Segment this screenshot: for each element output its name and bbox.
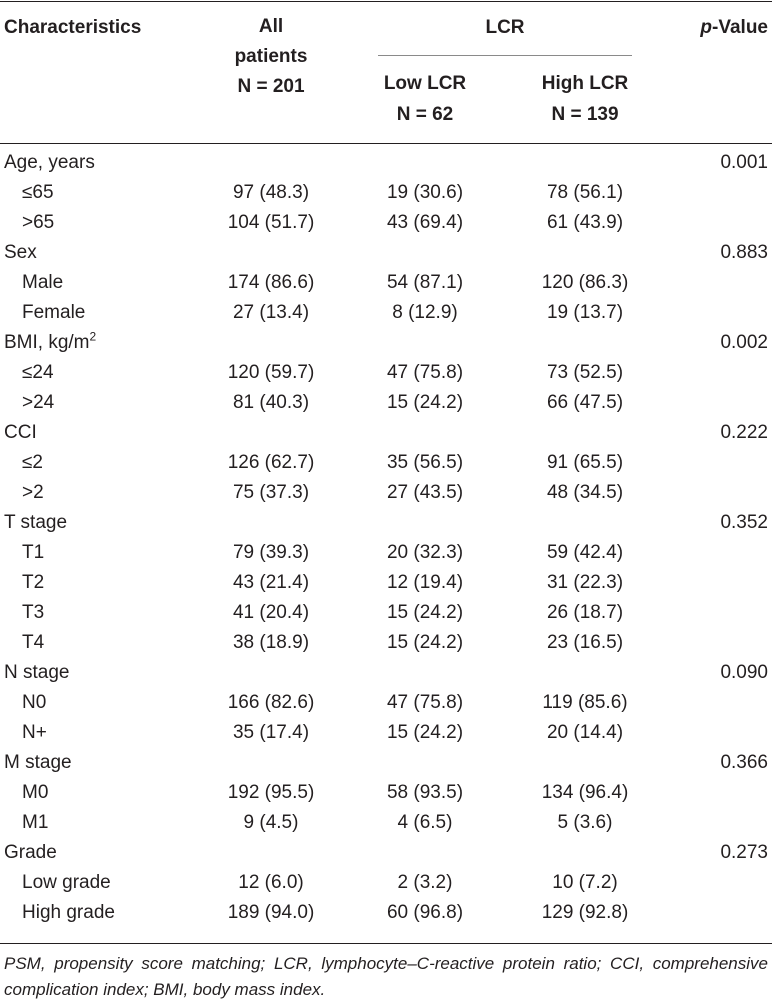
row-label: >24 [22, 392, 55, 413]
row-label: T2 [22, 572, 45, 593]
row-label: T4 [22, 632, 45, 653]
cell-low-lcr: 15 (24.2) [386, 722, 464, 743]
header-pvalue [656, 12, 768, 44]
header-all-line2: patients [234, 46, 308, 67]
cell-high-lcr: 61 (43.9) [546, 212, 624, 233]
row-label: N+ [22, 722, 47, 743]
cell-low-lcr: 4 (6.5) [397, 812, 453, 833]
cell-low-lcr: 43 (69.4) [386, 212, 464, 233]
cell-pvalue: 0.883 [720, 242, 768, 263]
cell-high-lcr: 5 (3.6) [557, 812, 613, 833]
header-low-line1: Low LCR [383, 73, 467, 94]
table-footnote: PSM, propensity score matching; LCR, lymphocyte–C-reactive protein ratio; CCI, comprehensive complication index; BMI, body mass index. [4, 954, 768, 999]
cell-low-lcr: 54 (87.1) [386, 272, 464, 293]
row-label: ≤24 [22, 362, 54, 383]
cell-low-lcr: 12 (19.4) [386, 572, 464, 593]
cell-high-lcr: 73 (52.5) [546, 362, 624, 383]
cell-high-lcr: 66 (47.5) [546, 392, 624, 413]
row-label: Grade [4, 842, 57, 863]
cell-low-lcr: 15 (24.2) [386, 632, 464, 653]
cell-all-patients: 104 (51.7) [227, 212, 315, 233]
cell-all-patients: 192 (95.5) [227, 782, 315, 803]
cell-low-lcr: 15 (24.2) [386, 392, 464, 413]
cell-high-lcr: 19 (13.7) [546, 302, 624, 323]
row-label: >2 [22, 482, 44, 503]
row-label-superscript: 2 [89, 329, 97, 344]
cell-low-lcr: 2 (3.2) [397, 872, 453, 893]
header-high-line2: N = 139 [551, 104, 619, 125]
top-rule [0, 1, 772, 2]
cell-pvalue: 0.352 [720, 512, 768, 533]
cell-all-patients: 166 (82.6) [227, 692, 315, 713]
row-label: M0 [22, 782, 49, 803]
row-label: Male [22, 272, 64, 293]
cell-all-patients: 174 (86.6) [227, 272, 315, 293]
cell-all-patients: 126 (62.7) [227, 452, 315, 473]
row-label: Age, years [4, 152, 95, 173]
cell-low-lcr: 20 (32.3) [386, 542, 464, 563]
cell-high-lcr: 20 (14.4) [546, 722, 624, 743]
row-label [4, 328, 96, 358]
header-all-patients [196, 12, 346, 102]
header-all-line1: All [258, 16, 284, 37]
cell-high-lcr: 120 (86.3) [541, 272, 629, 293]
cell-high-lcr: 134 (96.4) [541, 782, 629, 803]
cell-low-lcr: 35 (56.5) [386, 452, 464, 473]
row-label: >65 [22, 212, 55, 233]
cell-pvalue: 0.001 [720, 152, 768, 173]
cell-high-lcr: 129 (92.8) [541, 902, 629, 923]
cell-pvalue: 0.002 [720, 332, 768, 353]
cell-pvalue: 0.090 [720, 662, 768, 683]
cell-high-lcr: 26 (18.7) [546, 602, 624, 623]
header-low-lcr [360, 68, 490, 130]
row-label: ≤65 [22, 182, 54, 203]
row-label: M stage [4, 752, 72, 773]
cell-all-patients: 12 (6.0) [238, 872, 304, 893]
row-label: Low grade [22, 872, 111, 893]
cell-all-patients: 189 (94.0) [227, 902, 315, 923]
cell-all-patients: 43 (21.4) [232, 572, 310, 593]
cell-high-lcr: 48 (34.5) [546, 482, 624, 503]
cell-all-patients: 41 (20.4) [232, 602, 310, 623]
row-label: T stage [4, 512, 68, 533]
cell-pvalue: 0.222 [720, 422, 768, 443]
cell-low-lcr: 19 (30.6) [386, 182, 464, 203]
cell-low-lcr: 8 (12.9) [392, 302, 458, 323]
cell-low-lcr: 47 (75.8) [386, 362, 464, 383]
header-pvalue-rest: -Value [712, 17, 768, 38]
row-label: High grade [22, 902, 115, 923]
cell-low-lcr: 58 (93.5) [386, 782, 464, 803]
cell-high-lcr: 119 (85.6) [542, 692, 628, 713]
header-pvalue-italic: p [700, 17, 713, 38]
row-label: Sex [4, 242, 37, 263]
header-high-line1: High LCR [541, 73, 629, 94]
row-label: Female [22, 302, 86, 323]
cell-all-patients: 35 (17.4) [232, 722, 310, 743]
cell-high-lcr: 10 (7.2) [552, 872, 618, 893]
row-label: ≤2 [22, 452, 43, 473]
row-label: N stage [4, 662, 70, 683]
row-label-text: BMI, kg/m [4, 332, 90, 353]
cell-high-lcr: 31 (22.3) [546, 572, 624, 593]
row-label: M1 [22, 812, 49, 833]
header-lcr-group: LCR [485, 17, 525, 38]
header-bottom-rule [0, 143, 772, 144]
row-label: N0 [22, 692, 47, 713]
cell-all-patients: 38 (18.9) [232, 632, 310, 653]
cell-high-lcr: 59 (42.4) [546, 542, 624, 563]
body-bottom-rule [0, 943, 772, 944]
row-label: T1 [22, 542, 45, 563]
cell-high-lcr: 23 (16.5) [546, 632, 624, 653]
cell-all-patients: 79 (39.3) [232, 542, 310, 563]
cell-all-patients: 9 (4.5) [243, 812, 299, 833]
cell-low-lcr: 60 (96.8) [386, 902, 464, 923]
cell-all-patients: 97 (48.3) [232, 182, 310, 203]
lcr-group-rule [378, 55, 632, 56]
row-label: T3 [22, 602, 45, 623]
cell-pvalue: 0.366 [720, 752, 768, 773]
cell-low-lcr: 27 (43.5) [386, 482, 464, 503]
header-all-line3: N = 201 [237, 76, 305, 97]
cell-low-lcr: 47 (75.8) [386, 692, 464, 713]
cell-pvalue: 0.273 [720, 842, 768, 863]
cell-high-lcr: 78 (56.1) [546, 182, 624, 203]
header-low-line2: N = 62 [396, 104, 454, 125]
header-characteristics: Characteristics [4, 17, 142, 38]
cell-low-lcr: 15 (24.2) [386, 602, 464, 623]
cell-all-patients: 120 (59.7) [227, 362, 315, 383]
cell-all-patients: 27 (13.4) [232, 302, 310, 323]
cell-high-lcr: 91 (65.5) [546, 452, 624, 473]
cell-all-patients: 75 (37.3) [232, 482, 310, 503]
header-high-lcr [500, 68, 670, 130]
cell-all-patients: 81 (40.3) [232, 392, 310, 413]
row-label: CCI [4, 422, 37, 443]
